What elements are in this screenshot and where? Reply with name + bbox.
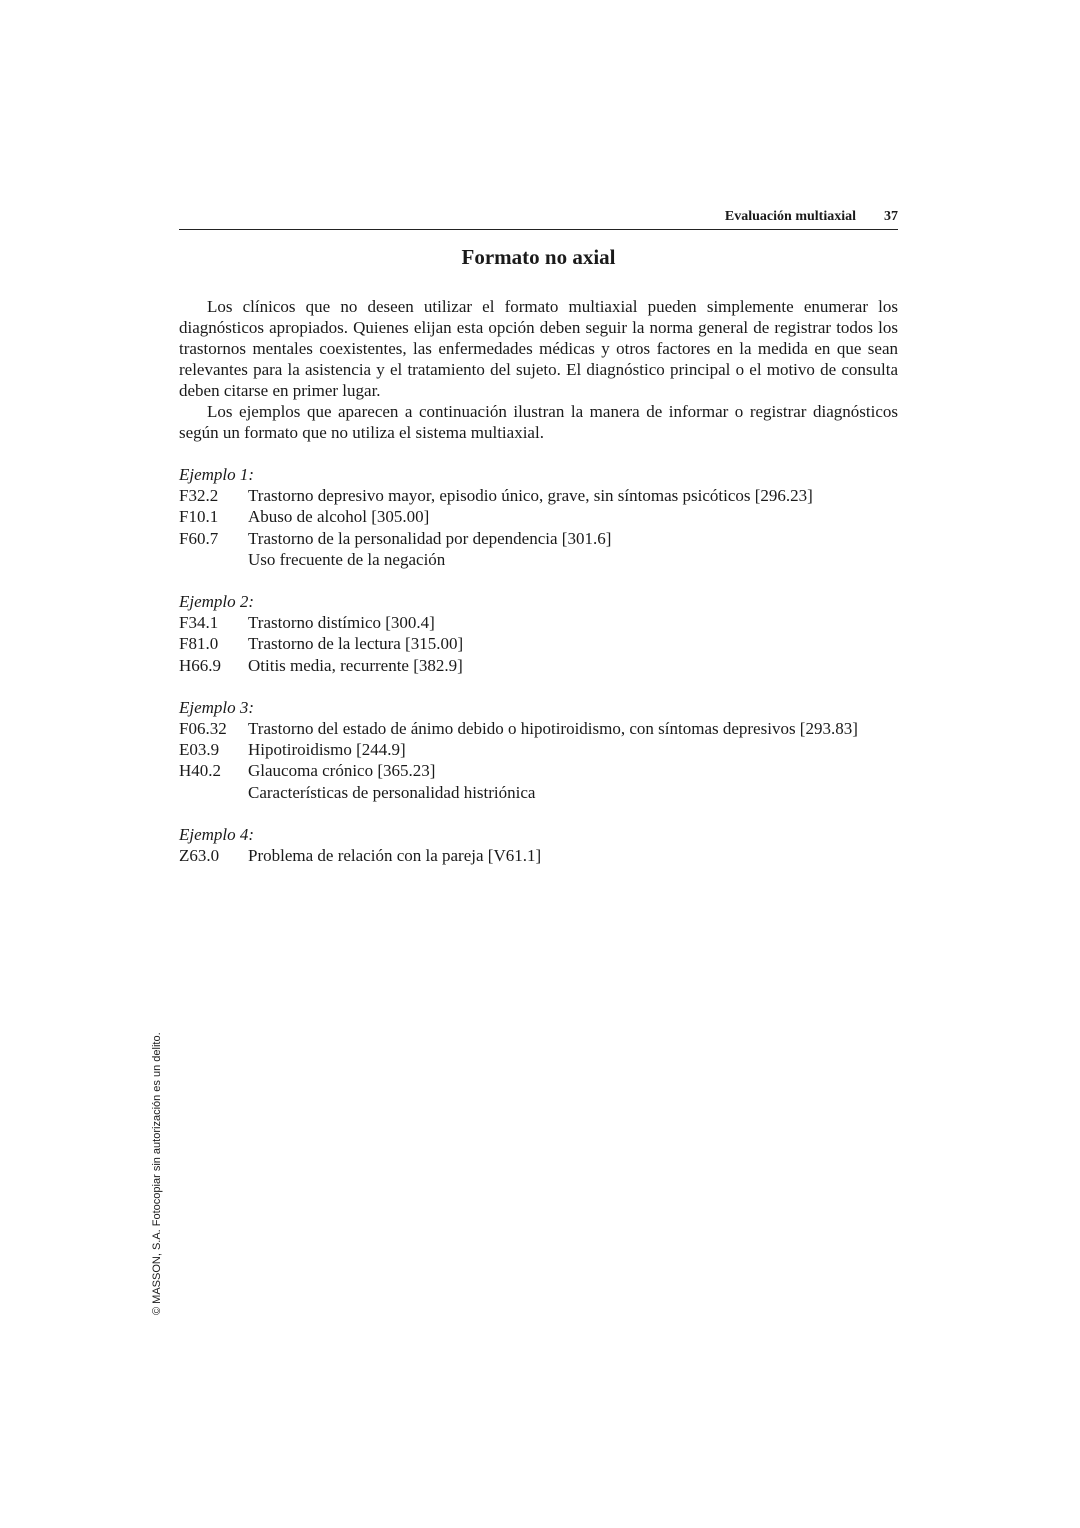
diagnosis-text: Trastorno de la lectura [315.00] [248,634,464,654]
diagnosis-row [179,718,898,739]
example-label: Ejemplo 1: [179,465,255,484]
diagnosis-text: Trastorno depresivo mayor, episodio único, grave, sin síntomas psicóticos [296.23] [248,486,813,506]
diagnosis-code [179,782,248,803]
diagnosis-code: F32.2 [179,486,219,506]
diagnosis-text: Otitis media, recurrente [382.9] [248,655,463,675]
example-3 [179,697,898,803]
example-4 [179,824,898,866]
diagnosis-code: F60.7 [179,528,219,548]
diagnosis-row [179,528,898,549]
diagnosis-code [179,549,248,570]
example-label: Ejemplo 4: [179,824,255,844]
diagnosis-code: E03.9 [179,740,220,760]
diagnosis-text: Trastorno distímico [300.4] [248,613,435,633]
example-label: Ejemplo 3: [179,697,255,717]
running-head-title: Evaluación multiaxial [724,209,856,224]
diagnosis-row [179,782,898,803]
diagnosis-row [179,760,898,781]
diagnosis-code: F06.32 [179,719,227,739]
diagnosis-text: Uso frecuente de la negación [248,549,446,569]
diagnosis-text: Hipotiroidismo [244.9] [248,740,406,760]
section-title: Formato no axial [461,245,616,269]
diagnosis-row [179,506,898,527]
diagnosis-text: Trastorno de la personalidad por dependencia [301.6] [248,528,612,548]
diagnosis-row [179,612,898,633]
paragraph: Los ejemplos que aparecen a continuación ilustran la manera de informar o registrar diagnósticos según un formato que no utiliza el sistema multiaxial. [179,402,898,442]
example-label: Ejemplo 2: [179,592,255,612]
diagnosis-text: Problema de relación con la pareja [V61.1] [248,846,542,866]
diagnosis-row [179,485,898,506]
copyright-notice: © MASSON, S.A. Fotocopiar sin autorización es un delito. [151,1032,163,1315]
diagnosis-code: F81.0 [179,634,219,654]
diagnosis-code: H40.2 [179,761,222,781]
diagnosis-row [179,655,898,676]
diagnosis-code: F34.1 [179,613,219,633]
diagnosis-text: Trastorno del estado de ánimo debido o hipotiroidismo, con síntomas depresivos [293.83] [248,719,858,739]
diagnosis-text: Características de personalidad histriónica [248,782,536,802]
diagnosis-row [179,633,898,654]
diagnosis-row [179,845,898,866]
diagnosis-text: Glaucoma crónico [365.23] [248,761,436,781]
diagnosis-row [179,549,898,570]
page-number: 37 [884,209,898,224]
diagnosis-code: F10.1 [179,507,219,527]
page [179,205,898,866]
example-2 [179,591,898,676]
body-text [179,296,898,443]
diagnosis-code: H66.9 [179,655,222,675]
diagnosis-code: Z63.0 [179,846,220,866]
paragraph: Los clínicos que no deseen utilizar el formato multiaxial pueden simplemente enumerar los diagnósticos apropiados. Quienes elijan esta opción deben seguir la norma general de registrar todos los trastornos mentales coexistentes, las enfermedades médicas y otros factores en la medida en que sean relevantes para la asistencia y el tratamiento del sujeto. El diagnóstico principal o el motivo de consulta deben citarse en primer lugar. [179,297,898,400]
example-1 [179,464,898,570]
diagnosis-row [179,739,898,760]
diagnosis-text: Abuso de alcohol [305.00] [248,507,430,527]
running-head [179,205,898,230]
